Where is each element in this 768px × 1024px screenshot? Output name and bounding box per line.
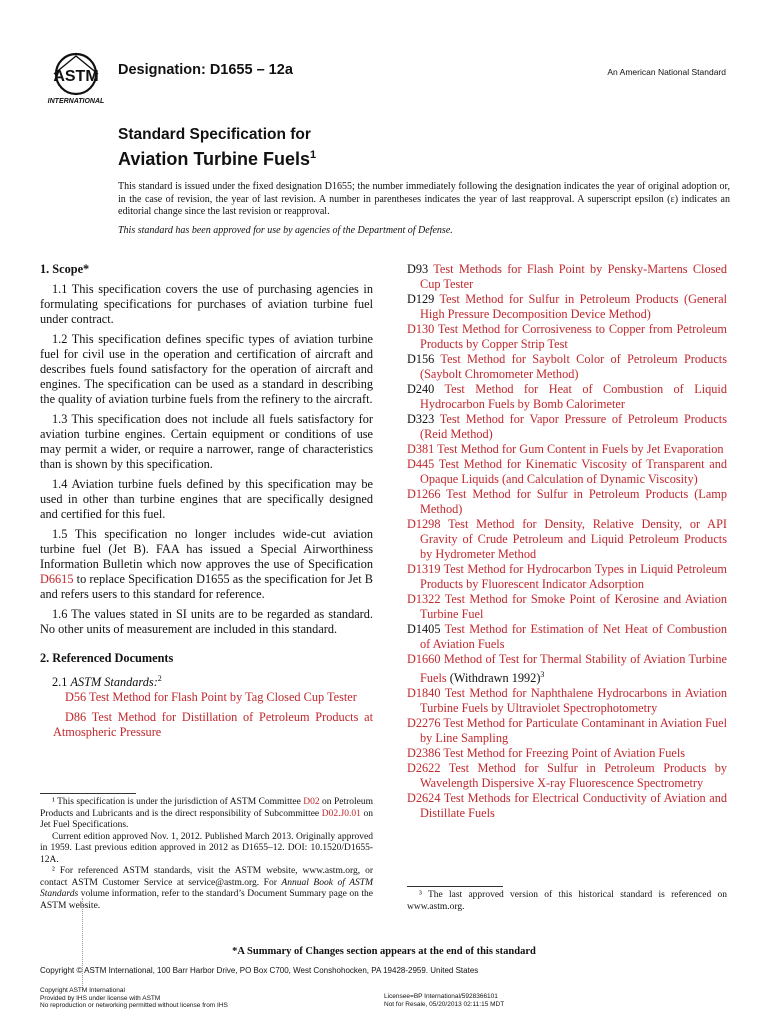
section-1-5-text-a: 1.5 This specification no longer includes wide-cut aviation turbine fuel (Jet B). FAA has issued a Special Airworthiness Information Bulletin which now approves the use of Specification [40,527,373,571]
reference-title-link[interactable]: Test Method for Gum Content in Fuels by Jet Evaporation [434,442,724,456]
reference-code[interactable]: D1266 [407,487,441,501]
designation: Designation: D1655 – 12a [118,62,293,78]
withdrawn-note: (Withdrawn 1992) [446,671,541,686]
reference-title-link[interactable]: Test Method for Density, Relative Density, or API Gravity of Crude Petroleum and Liquid Petroleum Products by Hydrometer Method [420,517,727,561]
footnote-3-block [407,886,727,913]
reference-code[interactable]: D1319 [407,562,441,576]
footnote-3: ³ The last approved version of this historical standard is referenced on www.astm.org. [407,890,727,912]
reference-code[interactable]: D1660 [407,652,441,666]
reference-code[interactable]: D56 [65,690,87,705]
reference-item [407,791,727,821]
title-footnote-mark: 1 [310,149,317,161]
subhead-label: ASTM Standards: [70,675,158,690]
reference-item [407,442,727,457]
reference-code[interactable]: D130 [407,322,435,336]
fn2-text-a: ² For referenced ASTM standards, visit the ASTM website, www.astm.org, or contact ASTM Customer Service at service@astm.org. For [40,866,373,888]
logo-text: ASTM [53,68,99,85]
not-for-resale-line: Not for Resale, 05/20/2013 02:11:15 MDT [384,1000,505,1008]
referenced-documents-heading: 2. Referenced Documents [40,651,174,665]
right-reference-list [407,262,727,821]
reference-title-link[interactable]: Test Method for Vapor Pressure of Petroleum Products (Reid Method) [420,412,727,441]
reference-title-link[interactable]: Test Method for Naphthalene Hydrocarbons in Aviation Turbine Fuels by Ultraviolet Spectrophotometry [420,686,727,716]
reference-item [407,292,727,322]
intro-paragraph: This standard is issued under the fixed designation D1655; the number immediately following the designation indicates the year of original adoption or, in the case of revision, the year of last revision. A number in parentheses indicates the year of last reapproval. A superscript epsilon (ε) indicates an editorial change since the last revision or reapproval. [118,181,730,217]
ref-link-d6615[interactable]: D6615 [40,572,74,586]
astm-logo [40,50,112,108]
reference-item [407,746,727,761]
section-1-4: 1.4 Aviation turbine fuels defined by this specification may be used in other than turbine engines that are specifically designed and certified for this fuel. [40,477,373,521]
section-1-1: 1.1 This specification covers the use of purchasing agencies in formulating specifications for purchases of aviation turbine fuel under contract. [40,282,373,326]
reference-item [40,710,373,740]
intro-block [118,181,730,243]
reference-title-link[interactable]: Test Method for Saybolt Color of Petroleum Products (Saybolt Chromometer Method) [420,352,727,381]
document-title [118,126,316,170]
right-column [407,262,727,821]
logo-sub: INTERNATIONAL [47,98,105,105]
reference-title-link[interactable]: Test Method for Hydrocarbon Types in Liquid Petroleum Products by Fluorescent Indicator Adsorption [420,562,727,591]
reference-item [407,322,727,352]
reference-title-link[interactable]: Test Method for Particulate Contaminant in Aviation Fuel by Line Sampling [420,716,727,746]
license-line-3: No reproduction or networking permitted without license from IHS [40,1002,228,1009]
fn1-text-c: on Jet Fuel Specifications. [40,808,373,830]
reference-item [407,382,727,412]
fn2-text-b: volume information, refer to the standard’s Document Summary page on the ASTM website. [40,889,373,911]
licensee-line: Licensee=BP International/5928366101 [384,993,498,1000]
reference-title-link[interactable]: Test Method for Kinematic Viscosity of Transparent and Opaque Liquids (and Calculation of Dynamic Viscosity) [420,457,727,486]
reference-item [407,352,727,382]
left-reference-list [40,690,373,740]
reference-code[interactable]: D2276 [407,716,441,731]
footnote-rule-right [407,886,503,887]
left-column [40,262,373,745]
reference-code[interactable]: D1840 [407,686,441,701]
reference-item [407,686,727,716]
american-national-standard: An American National Standard [607,67,726,77]
reference-title-link[interactable]: Test Method for Sulfur in Petroleum Products by Wavelength Dispersive X-ray Fluorescence Spectrometry [420,761,727,791]
reference-title-link[interactable]: Test Method for Heat of Combustion of Liquid Hydrocarbon Fuels by Bomb Calorimeter [420,382,727,411]
reference-title-link[interactable]: Test Method for Smoke Point of Kerosine and Aviation Turbine Fuel [420,592,727,621]
reference-item [407,487,727,517]
reference-item [407,652,727,686]
reference-item [40,690,373,705]
reference-code[interactable]: D2622 [407,761,441,776]
license-line-2: Provided by IHS under license with ASTM [40,994,161,1002]
reference-code: D156 [407,352,435,366]
subhead-footnote-mark: 2 [157,674,162,683]
section-1-6: 1.6 The values stated in SI units are to be regarded as standard. No other units of measurement are included in this standard. [40,607,373,636]
reference-code: D1405 [407,622,441,636]
reference-title-link[interactable]: Test Method for Sulfur in Petroleum Products (Lamp Method) [420,487,727,516]
astm-standards-subhead [40,671,373,690]
fn1-text-b: on Petroleum Products and Lubricants and is the direct responsibility of Subcommittee [40,797,373,819]
ref-link-d02[interactable]: D02 [303,797,320,807]
reference-item [407,592,727,622]
reference-item [407,517,727,562]
reference-title-link[interactable]: Test Method for Estimation of Net Heat of Combustion of Aviation Fuels [420,622,727,651]
reference-item [407,262,727,292]
reference-item [407,562,727,592]
reference-item [407,457,727,487]
reference-code[interactable]: D2624 [407,791,441,806]
copyright-line: Copyright © ASTM International, 100 Barr Harbor Drive, PO Box C700, West Conshohocken, PA 19428-2959. United States [40,966,479,975]
reference-code[interactable]: D1322 [407,592,441,606]
title-line2 [118,144,316,170]
subhead-number: 2.1 [52,675,71,690]
summary-note: *A Summary of Changes section appears at the end of this standard [232,946,536,957]
license-line-1: Copyright ASTM International [40,987,125,994]
footnote-2 [40,866,373,912]
reference-title-link[interactable]: Test Method for Corrosiveness to Copper from Petroleum Products by Copper Strip Test [420,322,727,351]
license-block-right [384,993,504,1008]
reference-item [407,622,727,652]
section-1-5 [40,527,373,602]
reference-code[interactable]: D1298 [407,517,441,531]
reference-code[interactable]: D86 [65,710,87,725]
section-1-3: 1.3 This specification does not include all fuels satisfactory for aviation turbine engines. Certain equipment or conditions of use may permit a wider, or require a narrower, range of characteristics than is shown by this specification. [40,412,373,471]
reference-title-link[interactable]: Test Method for Sulfur in Petroleum Products (General High Pressure Decomposition Device Method) [420,292,727,321]
section-1-5-text-b: to replace Specification D1655 as the specification for Jet B and refers users to this standard for reference. [40,572,373,601]
scope-heading: 1. Scope* [40,262,90,276]
dotted-margin-line [82,898,83,990]
reference-title-link[interactable]: Method of Test for Thermal Stability of Aviation Turbine Fuels [420,652,727,686]
fn1-text-a: ¹ This specification is under the jurisdiction of ASTM Committee [52,797,304,807]
dod-approval-note: This standard has been approved for use by agencies of the Department of Defense. [118,224,453,236]
reference-code: D93 [407,262,429,276]
footnote-1 [40,797,373,832]
title-line2-text: Aviation Turbine Fuels [118,149,311,169]
license-block-left [40,987,228,1010]
footnote-rule [40,793,136,794]
reference-title-link[interactable]: Test Method for Distillation of Petroleum Products at Atmospheric Pressure [53,710,373,740]
reference-title-link[interactable]: Test Method for Flash Point by Tag Closed Cup Tester [86,690,357,705]
reference-code[interactable]: D381 [407,442,435,456]
reference-code[interactable]: D2386 [407,746,441,761]
fn2-italic: Annual Book of ASTM Standards [40,877,373,899]
reference-code: D240 [407,382,435,396]
reference-title-link[interactable]: Test Methods for Electrical Conductivity of Aviation and Distillate Fuels [420,791,727,821]
reference-title-link[interactable]: Test Methods for Flash Point by Pensky-Martens Closed Cup Tester [420,262,727,291]
footnote-1-edition: Current edition approved Nov. 1, 2012. Published March 2013. Originally approved in 1959. Last previous edition approved in 2012 as D1655–12. DOI: 10.1520/D1655-12A. [40,831,373,865]
reference-code: D323 [407,412,435,426]
footnote-mark: 3 [540,670,545,679]
reference-item [407,761,727,791]
section-1-2: 1.2 This specification defines specific types of aviation turbine fuel for civil use in the operation and certification of aircraft and describes fuels found satisfactory for the operation of aircraft and engines. The specification can be used as a standard in describing the quality of aviation turbine fuels from the refinery to the aircraft. [40,332,373,406]
reference-item [407,716,727,746]
reference-code[interactable]: D445 [407,457,435,471]
reference-code: D129 [407,292,435,306]
reference-title-link[interactable]: Test Method for Freezing Point of Aviation Fuels [440,746,686,761]
title-line1: Standard Specification for [118,126,311,143]
reference-item [407,412,727,442]
footnotes [40,793,373,912]
ref-link-d02-j0-01[interactable]: D02.J0.01 [321,808,361,819]
